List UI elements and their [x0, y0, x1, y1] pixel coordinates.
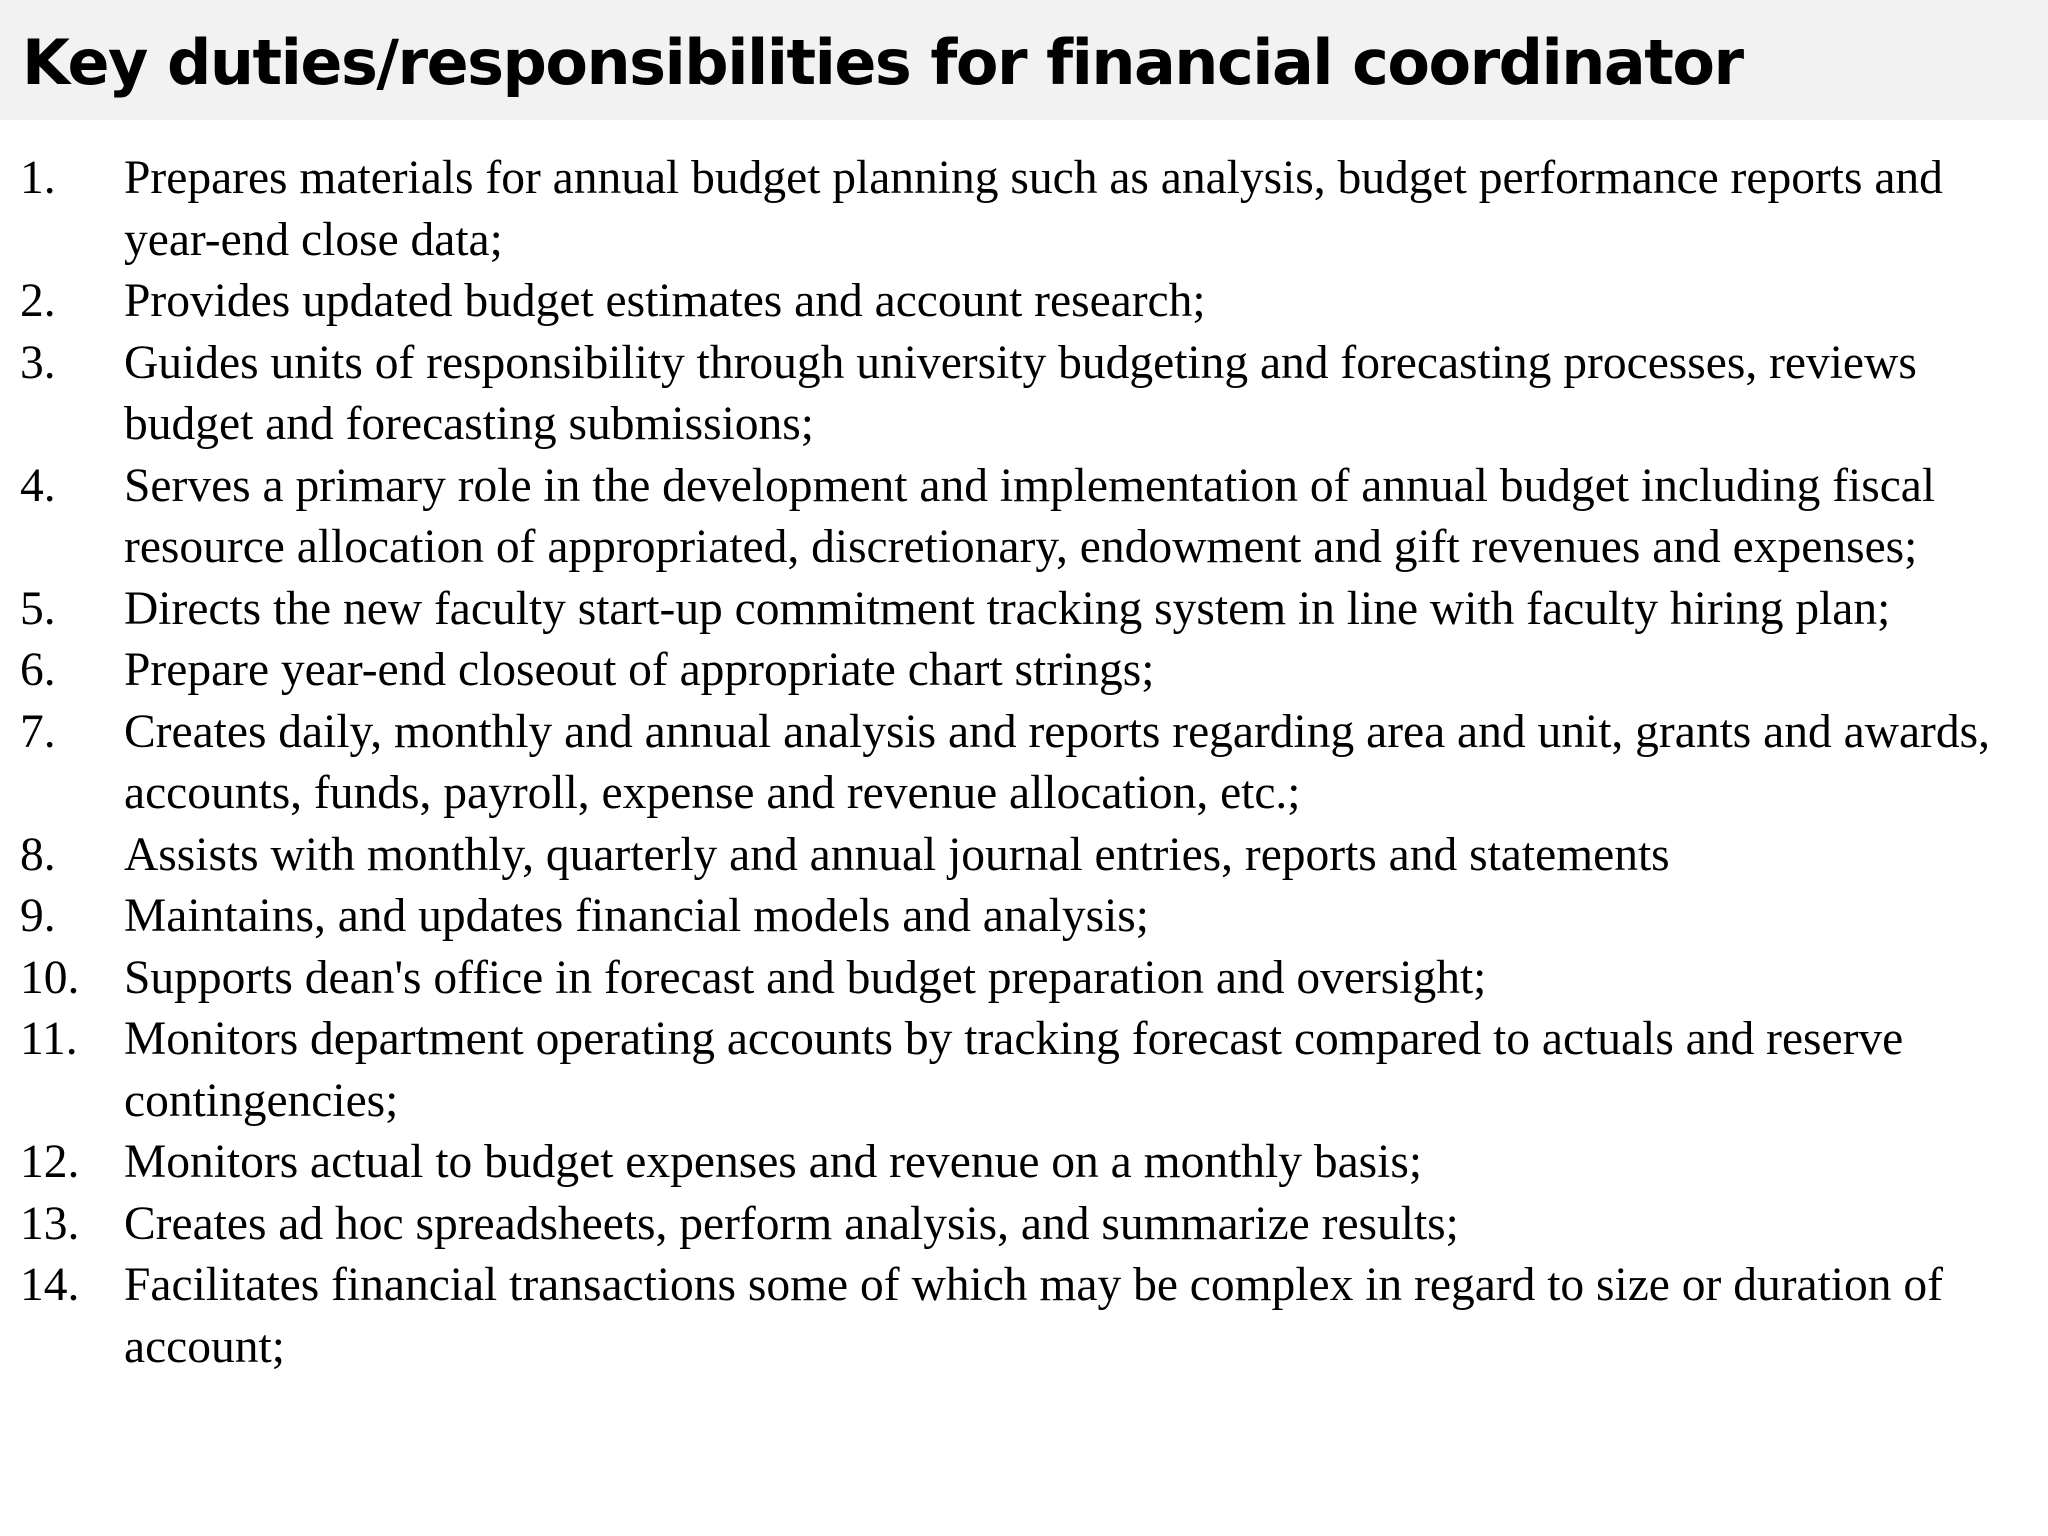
item-number: 12.	[20, 1136, 80, 1188]
page-title: Key duties/responsibilities for financial coordinator	[22, 26, 1743, 99]
list-item	[0, 1009, 2048, 1132]
item-text: Creates daily, monthly and annual analysis and reports regarding area and unit, grants and awards, accounts, funds, payroll, expense and revenue allocation, etc.;	[124, 705, 1990, 819]
title-bar	[0, 0, 2048, 120]
item-text: Maintains, and updates financial models and analysis;	[124, 890, 1149, 942]
item-number: 13.	[20, 1197, 80, 1250]
item-text: Guides units of responsibility through university budgeting and forecasting processes, reviews budget and forecasting submissions;	[124, 336, 1917, 450]
item-text: Prepares materials for annual budget planning such as analysis, budget performance reports and year-end close data;	[124, 152, 1943, 266]
item-number: 5.	[20, 582, 56, 635]
item-text: Monitors department operating accounts by tracking forecast compared to actuals and reserve contingencies;	[124, 1013, 1904, 1127]
list-item	[0, 825, 2048, 887]
list-item	[0, 886, 2048, 948]
list-item	[0, 579, 2048, 641]
list-item	[0, 1255, 2048, 1378]
item-number: 1.	[20, 152, 56, 204]
item-text: Directs the new faculty start-up commitment tracking system in line with faculty hiring plan;	[124, 582, 1891, 635]
item-number: 14.	[20, 1259, 80, 1311]
item-number: 7.	[20, 705, 56, 758]
item-number: 10.	[20, 951, 80, 1004]
item-text: Prepare year-end closeout of appropriate chart strings;	[124, 644, 1155, 696]
list-item	[0, 148, 2048, 271]
list-item	[0, 271, 2048, 333]
item-number: 11.	[20, 1013, 78, 1065]
item-number: 8.	[20, 828, 56, 881]
item-text: Assists with monthly, quarterly and annual journal entries, reports and statements	[124, 828, 1670, 881]
item-number: 6.	[20, 644, 56, 696]
item-text: Serves a primary role in the development and implementation of annual budget including fiscal resource allocation of appropriated, discretionary, endowment and gift revenues and expenses;	[124, 459, 1936, 573]
list-item	[0, 333, 2048, 456]
list-item	[0, 948, 2048, 1010]
duties-list	[0, 148, 2048, 1378]
list-item	[0, 1194, 2048, 1256]
list-item	[0, 1132, 2048, 1194]
item-number: 3.	[20, 336, 56, 389]
item-text: Facilitates financial transactions some of which may be complex in regard to size or duration of account;	[124, 1259, 1943, 1373]
item-text: Creates ad hoc spreadsheets, perform analysis, and summarize results;	[124, 1197, 1459, 1250]
item-text: Supports dean's office in forecast and budget preparation and oversight;	[124, 951, 1487, 1004]
list-item	[0, 702, 2048, 825]
item-number: 9.	[20, 890, 56, 942]
list-item	[0, 456, 2048, 579]
item-text: Provides updated budget estimates and account research;	[124, 275, 1206, 327]
item-number: 4.	[20, 459, 56, 512]
item-text: Monitors actual to budget expenses and revenue on a monthly basis;	[124, 1136, 1423, 1188]
list-item	[0, 640, 2048, 702]
item-number: 2.	[20, 275, 56, 327]
